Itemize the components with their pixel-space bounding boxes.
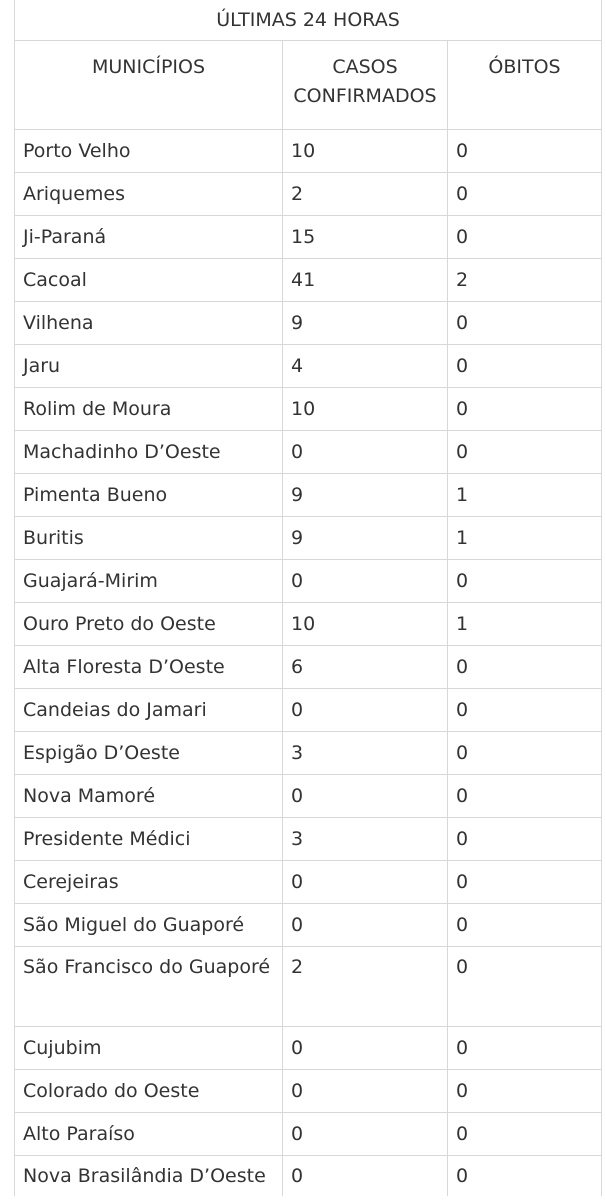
cell-obitos: 2 [448,259,602,302]
cell-casos: 10 [283,130,448,173]
table-row [15,302,602,345]
table-row [15,345,602,388]
cell-municipio: Alto Paraíso [15,1113,283,1156]
cell-obitos: 1 [448,517,602,560]
table-row [15,646,602,689]
table-row [15,947,602,1027]
cell-obitos: 0 [448,732,602,775]
cell-casos: 3 [283,732,448,775]
table-row [15,216,602,259]
cell-obitos: 0 [448,1070,602,1113]
cell-municipio: Ariquemes [15,173,283,216]
cell-obitos: 0 [448,173,602,216]
cell-municipio: Vilhena [15,302,283,345]
cell-casos: 4 [283,345,448,388]
table-row [15,560,602,603]
table-row [15,1156,602,1197]
cell-casos: 10 [283,603,448,646]
cell-casos: 0 [283,431,448,474]
cell-municipio: Porto Velho [15,130,283,173]
cell-municipio: Ji-Paraná [15,216,283,259]
cell-obitos: 0 [448,302,602,345]
table-row [15,388,602,431]
cell-municipio: Cujubim [15,1027,283,1070]
table-row [15,689,602,732]
cell-municipio: Rolim de Moura [15,388,283,431]
cell-obitos: 0 [448,775,602,818]
cell-casos: 0 [283,1070,448,1113]
cell-casos: 41 [283,259,448,302]
table-row [15,517,602,560]
cell-casos: 0 [283,689,448,732]
cell-municipio: Cacoal [15,259,283,302]
cell-obitos: 0 [448,1156,602,1197]
header-obitos: ÓBITOS [448,41,602,130]
cell-obitos: 0 [448,646,602,689]
cell-casos: 3 [283,818,448,861]
cell-municipio: Colorado do Oeste [15,1070,283,1113]
cell-obitos: 0 [448,431,602,474]
table-body [15,130,602,1197]
table-row [15,861,602,904]
cell-casos: 6 [283,646,448,689]
cell-municipio: Ouro Preto do Oeste [15,603,283,646]
cell-obitos: 1 [448,603,602,646]
cell-casos: 2 [283,947,448,1027]
cell-casos: 0 [283,1027,448,1070]
header-municipios: MUNICÍPIOS [15,41,283,130]
cases-table [14,0,602,1196]
cell-municipio: Candeias do Jamari [15,689,283,732]
table-header-row [15,41,602,130]
table-row [15,259,602,302]
table-row [15,431,602,474]
table-row [15,904,602,947]
cell-casos: 0 [283,861,448,904]
table-row [15,173,602,216]
cell-casos: 9 [283,517,448,560]
cell-obitos: 0 [448,345,602,388]
cell-municipio: Cerejeiras [15,861,283,904]
cell-municipio: Espigão D’Oeste [15,732,283,775]
table-row [15,818,602,861]
cell-obitos: 0 [448,947,602,1027]
cell-casos: 10 [283,388,448,431]
cell-obitos: 0 [448,689,602,732]
cell-casos: 0 [283,775,448,818]
table-row [15,732,602,775]
cell-obitos: 0 [448,216,602,259]
cell-casos: 0 [283,1113,448,1156]
cell-municipio: Pimenta Bueno [15,474,283,517]
cell-municipio: Guajará-Mirim [15,560,283,603]
cell-obitos: 0 [448,1027,602,1070]
cell-obitos: 0 [448,818,602,861]
cell-casos: 0 [283,904,448,947]
cell-municipio: Alta Floresta D’Oeste [15,646,283,689]
cell-municipio: Presidente Médici [15,818,283,861]
cell-municipio: São Francisco do Guaporé [15,947,283,1027]
cell-casos: 2 [283,173,448,216]
table-title: ÚLTIMAS 24 HORAS [15,0,602,41]
table-row [15,775,602,818]
cell-casos: 9 [283,474,448,517]
table-row [15,130,602,173]
cell-municipio: Jaru [15,345,283,388]
cell-casos: 15 [283,216,448,259]
table-row [15,1070,602,1113]
cell-obitos: 0 [448,1113,602,1156]
table-row [15,1113,602,1156]
cell-obitos: 0 [448,861,602,904]
cell-municipio: Buritis [15,517,283,560]
cell-casos: 0 [283,1156,448,1197]
cell-obitos: 0 [448,904,602,947]
cell-obitos: 0 [448,130,602,173]
cell-obitos: 0 [448,388,602,431]
cell-casos: 0 [283,560,448,603]
cell-obitos: 1 [448,474,602,517]
cell-casos: 9 [283,302,448,345]
cell-municipio: Nova Brasilândia D’Oeste [15,1156,283,1197]
table-row [15,1027,602,1070]
table-row [15,603,602,646]
table-title-row [15,0,602,41]
header-casos-confirmados: CASOS CONFIRMADOS [283,41,448,130]
cell-municipio: Nova Mamoré [15,775,283,818]
cell-municipio: São Miguel do Guaporé [15,904,283,947]
table-row [15,474,602,517]
cell-obitos: 0 [448,560,602,603]
cell-municipio: Machadinho D’Oeste [15,431,283,474]
